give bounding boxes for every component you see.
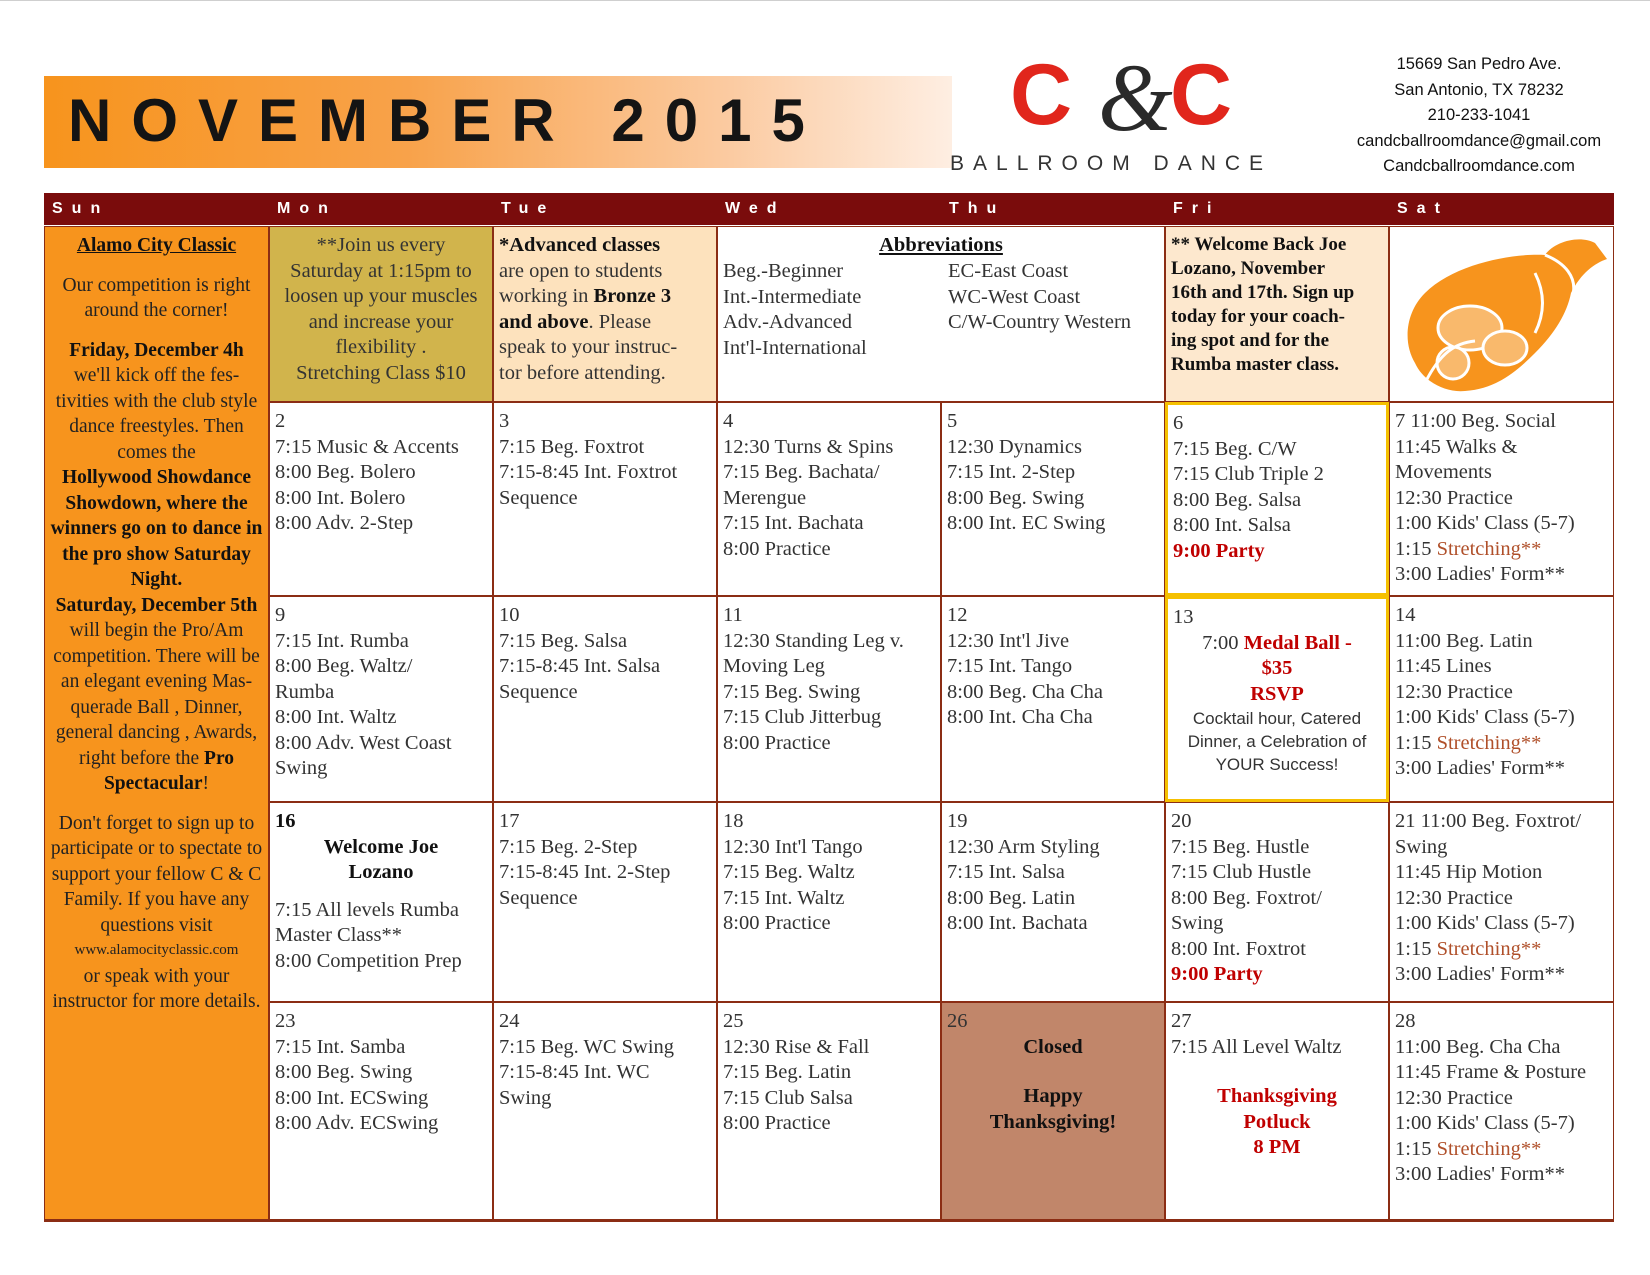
potluck-line: Thanksgiving (1217, 1085, 1337, 1107)
class-line: Swing (499, 1086, 552, 1109)
class-line: 7:15 All Level Waltz (1171, 1035, 1342, 1058)
day-header-fri: Fri (1165, 193, 1389, 225)
day-number: 17 (499, 810, 520, 832)
sidebar-signup: Don't forget to sign up to participate or to spectate to support your fellow C & C Family. If you have any questions visit (50, 812, 263, 936)
day-cell-3[interactable] (493, 402, 717, 596)
sidebar-intro: Our competition is right around the corner! (62, 274, 251, 321)
holiday-line: Thanksgiving! (989, 1110, 1117, 1133)
class-line: 7:15 Beg. Waltz (723, 861, 855, 883)
class-line (1395, 1137, 1608, 1163)
class-line: 11:45 Hip Motion (1395, 861, 1543, 883)
class-line: 7:15 All levels Rumba (275, 898, 459, 921)
note-bold: Bronze 3 (593, 285, 672, 307)
note-line: are open to students (499, 259, 663, 282)
note-line: Stretching Class $10 (296, 361, 466, 384)
day-number: 2 (275, 410, 286, 432)
class-line: 12:30 Practice (1395, 1086, 1513, 1109)
class-line: 7:15 Int. Samba (275, 1035, 406, 1058)
class-line: 7:15 Int. Tango (947, 655, 1073, 677)
day-number: 13 (1173, 606, 1194, 628)
abbr-item: Int.-Intermediate (723, 285, 862, 308)
day-cell-16[interactable] (269, 802, 493, 1002)
day-number: 11 (723, 604, 743, 626)
day-number: 4 (723, 410, 734, 432)
sidebar-url[interactable]: www.alamocityclassic.com (74, 942, 239, 958)
class-line: 8:00 Int. Foxtrot (1171, 937, 1306, 960)
note-line: 16th and 17th. Sign up (1171, 282, 1355, 303)
class-line: 12:30 Rise & Fall (723, 1035, 870, 1058)
sidebar-title: Alamo City Classic (76, 235, 237, 256)
day-header-sat: Sat (1389, 193, 1614, 225)
class-line: 8:00 Beg. Waltz/ (275, 655, 413, 677)
class-line: 7:15 Int. Waltz (723, 886, 845, 909)
day-cell-9[interactable] (269, 596, 493, 802)
class-line: 11:00 Beg. Cha Cha (1395, 1035, 1561, 1058)
note-line: **Join us every (316, 234, 446, 256)
day-number: 19 (947, 810, 968, 832)
abbr-item: Adv.-Advanced (723, 311, 853, 333)
day-number: 16 (275, 810, 296, 832)
class-line: 12:30 Standing Leg v. (723, 629, 904, 652)
class-line: 7 11:00 Beg. Social (1395, 410, 1556, 432)
day-number: 18 (723, 810, 744, 832)
note-text: . Please (588, 310, 652, 333)
class-line: Rumba (275, 680, 335, 703)
class-line: 3:00 Ladies' Form** (1395, 757, 1565, 779)
class-line: 7:15-8:45 Int. Foxtrot (499, 461, 678, 483)
welcome-line: Welcome Joe (323, 835, 439, 858)
class-time: 1:15 (1395, 731, 1437, 754)
class-line: 8:00 Practice (723, 1112, 831, 1134)
note-line: today for your coach- (1171, 306, 1345, 327)
month-banner (44, 76, 952, 170)
logo-c-left: C (1010, 52, 1073, 136)
class-line: 11:45 Lines (1395, 655, 1492, 677)
party-line: 9:00 Party (1171, 963, 1263, 985)
note-line: tor before attending. (499, 361, 666, 384)
class-line: 1:00 Kids' Class (5-7) (1395, 912, 1575, 934)
class-line: 1:00 Kids' Class (5-7) (1395, 1112, 1575, 1134)
stretching-label: Stretching** (1436, 731, 1542, 754)
note-line (499, 310, 711, 336)
class-time: 1:15 (1395, 537, 1437, 560)
class-line: 8:00 Beg. Swing (947, 486, 1085, 509)
contact-block (1324, 52, 1634, 180)
bottom-rule (44, 1220, 1614, 1222)
logo-subtitle: BALLROOM DANCE (950, 152, 1273, 175)
month-title: NOVEMBER 2015 (68, 87, 825, 154)
class-line: 7:15 Beg. Hustle (1171, 835, 1310, 858)
class-line: 8:00 Beg. Foxtrot/ (1171, 886, 1322, 909)
class-line: 12:30 Int'l Jive (947, 629, 1070, 652)
note-stretching (269, 226, 493, 402)
class-line: 12:30 Practice (1395, 486, 1513, 509)
note-abbreviations (717, 226, 1165, 402)
sidebar-saturday-block (49, 593, 264, 797)
class-line: Moving Leg (723, 655, 825, 677)
abbreviations-left (723, 259, 867, 361)
spacer (1171, 1060, 1383, 1084)
class-line: 7:15 Club Hustle (1171, 861, 1312, 883)
stretching-label: Stretching** (1436, 537, 1542, 560)
class-line: 3:00 Ladies' Form** (1395, 563, 1565, 585)
class-line: 8:00 Beg. Swing (275, 1061, 413, 1083)
sidebar-closing: or speak with your instructor for more details. (52, 965, 261, 1012)
sidebar-friday: Friday, December 4h (69, 339, 244, 361)
day-number: 25 (723, 1010, 744, 1032)
day-number: 23 (275, 1010, 296, 1032)
day-cell-24[interactable] (493, 1002, 717, 1220)
class-line: 7:15-8:45 Int. 2-Step (499, 861, 671, 883)
day-number: 27 (1171, 1010, 1192, 1032)
day-header-mon: Mon (269, 193, 493, 225)
sidebar-exclaim: ! (202, 773, 210, 794)
note-line: loosen up your muscles (284, 285, 478, 307)
note-line: Saturday at 1:15pm to (290, 259, 472, 282)
event-desc: Dinner, a Celebration of (1187, 732, 1367, 751)
contact-address: 15669 San Pedro Ave. (1396, 55, 1562, 73)
abbr-item: C/W-Country Western (948, 311, 1132, 333)
class-line: Sequence (499, 886, 578, 909)
class-line: 8:00 Adv. 2-Step (275, 512, 414, 534)
day-cell-12[interactable] (941, 596, 1165, 802)
day-cell-13[interactable] (1165, 596, 1389, 802)
class-line: 12:30 Turns & Spins (723, 435, 894, 458)
event-desc: YOUR Success! (1215, 755, 1339, 774)
class-line: 3:00 Ladies' Form** (1395, 1163, 1565, 1185)
class-line: 7:15 Beg. WC Swing (499, 1035, 675, 1058)
class-line: 7:15 Int. 2-Step (947, 461, 1076, 483)
party-line: 9:00 Party (1173, 539, 1265, 562)
class-line: 7:15-8:45 Int. WC (499, 1061, 650, 1083)
class-time: 1:15 (1395, 937, 1437, 960)
contact-website[interactable]: Candcballroomdance.com (1383, 157, 1575, 175)
class-line: 8:00 Practice (723, 912, 831, 934)
class-line: 12:30 Practice (1395, 886, 1513, 909)
abbr-item: EC-East Coast (948, 260, 1069, 282)
event-price: $35 (1261, 657, 1293, 679)
class-line: Movements (1395, 461, 1492, 483)
logo-mark (1010, 52, 1270, 136)
note-line: Rumba master class. (1171, 354, 1340, 375)
top-rule (0, 0, 1650, 1)
class-line: 7:15 Beg. Latin (723, 1061, 852, 1083)
sidebar-competition (44, 226, 269, 1220)
spacer (947, 1060, 1159, 1084)
holiday-line: Happy (1023, 1085, 1083, 1107)
class-line: 7:15 Beg. Foxtrot (499, 435, 645, 458)
class-line: 8:00 Beg. Bolero (275, 461, 416, 483)
sidebar-saturday-text: will begin the Pro/Am competition. There will be an elegant evening Mas-querade Ball , Dinner, general dancing , Awards, right before the (53, 620, 260, 769)
class-line: 8:00 Int. Salsa (1173, 514, 1291, 536)
class-line: 8:00 Int. Bolero (275, 486, 406, 509)
abbr-item: Beg.-Beginner (723, 260, 844, 282)
abbr-item: Int'l-International (723, 336, 867, 359)
day-header-thu: Thu (941, 193, 1165, 225)
class-line: Sequence (499, 486, 578, 509)
day-cell-6[interactable] (1165, 402, 1389, 596)
class-line: 7:15 Music & Accents (275, 435, 459, 458)
class-line: 7:15 Club Salsa (723, 1086, 853, 1109)
day-cell-20[interactable] (1165, 802, 1389, 1002)
class-line: 12:30 Dynamics (947, 435, 1082, 458)
event-desc: Cocktail hour, Catered (1192, 709, 1362, 728)
abbreviations-title: Abbreviations (879, 234, 1003, 256)
class-line: 8:00 Beg. Cha Cha (947, 680, 1104, 703)
note-welcome-back (1165, 226, 1389, 402)
class-line (1395, 537, 1608, 563)
day-number: 10 (499, 604, 520, 626)
class-line: 8:00 Int. Cha Cha (947, 706, 1093, 728)
class-line: 8:00 Int. EC Swing (947, 512, 1106, 534)
class-line: 7:15 Club Triple 2 (1173, 463, 1324, 485)
class-line: 8:00 Int. Waltz (275, 706, 397, 728)
class-line: Sequence (499, 680, 578, 703)
class-line: 11:45 Walks & (1395, 435, 1518, 458)
class-line: 8:00 Practice (723, 537, 831, 560)
day-header-tue: Tue (493, 193, 717, 225)
sidebar-friday-text: we'll kick off the fes-tivities with the club style dance freestyles. Then comes the (55, 365, 258, 463)
day-number: 5 (947, 410, 958, 432)
class-line: Swing (1171, 912, 1224, 934)
day-number: 24 (499, 1010, 520, 1032)
note-line (499, 284, 711, 310)
class-line: 8:00 Int. ECSwing (275, 1086, 429, 1109)
class-line: 12:30 Practice (1395, 680, 1513, 703)
day-cell-5[interactable] (941, 402, 1165, 596)
medal-ball-line (1173, 631, 1381, 657)
day-number: 20 (1171, 810, 1192, 832)
class-line: 7:15 Int. Bachata (723, 512, 864, 534)
note-line: and increase your (308, 310, 454, 333)
contact-city: San Antonio, TX 78232 (1394, 80, 1564, 99)
class-line: 12:30 Int'l Tango (723, 835, 863, 858)
abbreviations-right (948, 259, 1131, 336)
abbr-item: WC-West Coast (948, 285, 1081, 308)
class-line: Swing (275, 757, 328, 779)
class-line: 7:15 Beg. 2-Step (499, 835, 638, 858)
day-cell-26[interactable] (941, 1002, 1165, 1220)
class-line: 7:15 Beg. Salsa (499, 629, 628, 652)
note-line: ing spot and for the (1171, 330, 1330, 351)
day-cell-17[interactable] (493, 802, 717, 1002)
day-header-sun: Sun (44, 193, 269, 225)
day-number: 14 (1395, 604, 1416, 626)
day-header-wed: Wed (717, 193, 941, 225)
day-number: 12 (947, 604, 968, 626)
cornucopia-icon (1395, 233, 1609, 398)
class-line: 8:00 Adv. West Coast (275, 731, 452, 754)
closed-label: Closed (1023, 1035, 1083, 1058)
class-line (1395, 731, 1608, 757)
class-line: 12:30 Arm Styling (947, 835, 1100, 858)
class-line: 7:15 Int. Salsa (947, 861, 1065, 883)
day-cell-14[interactable] (1389, 596, 1614, 802)
class-line: 7:15 Beg. C/W (1173, 437, 1297, 460)
potluck-line: Potluck (1243, 1110, 1311, 1133)
sidebar-showdown: Hollywood Showdance Showdown, where the winners go on to dance in the pro show Saturday Night. (50, 467, 263, 590)
class-line: 8:00 Competition Prep (275, 949, 462, 972)
note-bold: and above (499, 310, 589, 333)
class-line: 3:00 Ladies' Form** (1395, 963, 1565, 985)
note-line: Lozano, November (1171, 258, 1326, 279)
class-line: 11:00 Beg. Latin (1395, 629, 1533, 652)
welcome-line: Lozano (348, 861, 414, 883)
note-line: *Advanced classes (499, 234, 661, 256)
note-advanced (493, 226, 717, 402)
day-cell-19[interactable] (941, 802, 1165, 1002)
day-cell-28[interactable] (1389, 1002, 1614, 1220)
note-line: speak to your instruc- (499, 336, 678, 358)
class-line: 8:00 Beg. Latin (947, 886, 1076, 909)
day-number: 28 (1395, 1010, 1416, 1032)
stretching-label: Stretching** (1436, 1137, 1542, 1160)
day-cell-23[interactable] (269, 1002, 493, 1220)
class-line: 7:15 Beg. Swing (723, 680, 861, 703)
class-line: 11:45 Frame & Posture (1395, 1061, 1587, 1083)
contact-email[interactable]: candcballroomdance@gmail.com (1356, 131, 1602, 150)
class-line: 1:00 Kids' Class (5-7) (1395, 706, 1575, 728)
sidebar-saturday: Saturday, December 5th (55, 594, 258, 616)
event-rsvp: RSVP (1250, 682, 1304, 705)
day-cell-11[interactable] (717, 596, 941, 802)
event-time: 7:00 (1202, 631, 1244, 654)
logo-ampersand: & (1098, 52, 1173, 136)
day-cell-21[interactable] (1389, 802, 1614, 1002)
class-line: Merengue (723, 486, 807, 509)
class-line: 8:00 Int. Bachata (947, 912, 1088, 934)
class-line: 1:00 Kids' Class (5-7) (1395, 512, 1575, 534)
class-line: 8:00 Adv. ECSwing (275, 1112, 439, 1134)
day-cell-25[interactable] (717, 1002, 941, 1220)
logo-c-right: C (1170, 52, 1233, 136)
cornucopia-cell (1389, 226, 1614, 402)
contact-phone: 210-233-1041 (1427, 106, 1531, 124)
class-line: 7:15-8:45 Int. Salsa (499, 655, 661, 677)
day-number: 9 (275, 604, 286, 626)
note-line: flexibility . (335, 336, 427, 358)
day-number: 6 (1173, 412, 1184, 434)
day-cell-7[interactable] (1389, 402, 1614, 596)
potluck-line: 8 PM (1253, 1136, 1301, 1158)
day-cell-4[interactable] (717, 402, 941, 596)
class-line: 7:15 Beg. Bachata/ (723, 461, 880, 483)
day-number: 26 (947, 1010, 968, 1032)
note-line: ** Welcome Back Joe (1171, 234, 1347, 255)
class-line: 8:00 Practice (723, 731, 831, 754)
day-cell-27[interactable] (1165, 1002, 1389, 1220)
note-text: working in (499, 285, 594, 307)
day-cell-10[interactable] (493, 596, 717, 802)
class-line: 7:15 Int. Rumba (275, 629, 409, 652)
class-line: Master Class** (275, 924, 402, 946)
class-time: 1:15 (1395, 1137, 1437, 1160)
day-cell-2[interactable] (269, 402, 493, 596)
class-line: 21 11:00 Beg. Foxtrot/ (1395, 810, 1582, 832)
class-line (1395, 937, 1608, 963)
event-title: Medal Ball - (1243, 631, 1352, 654)
day-number: 3 (499, 410, 510, 432)
day-cell-18[interactable] (717, 802, 941, 1002)
class-line: 7:15 Club Jitterbug (723, 706, 882, 728)
class-line: Swing (1395, 835, 1448, 858)
stretching-label: Stretching** (1436, 937, 1542, 960)
class-line: 8:00 Beg. Salsa (1173, 488, 1302, 511)
spacer (275, 886, 487, 898)
sidebar-spectacular: Pro Spectacular (103, 747, 235, 794)
